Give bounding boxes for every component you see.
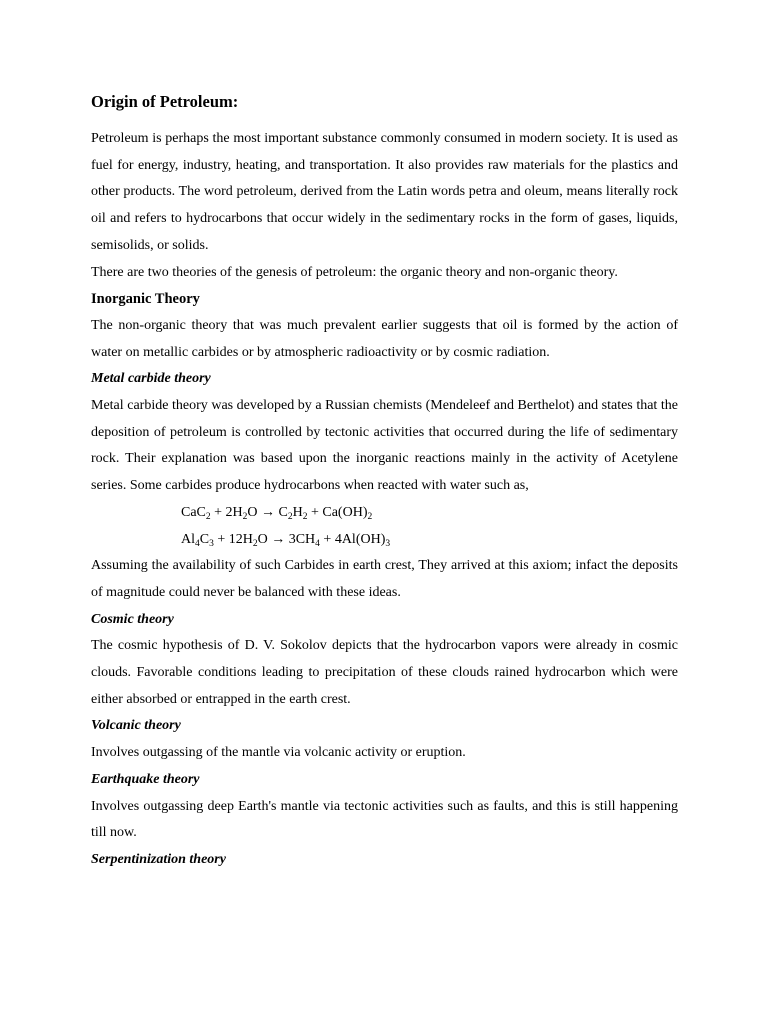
- equation-calcium-carbide: $CaC_2 + 2H_2O \to C_2H_2 + Ca(OH)_2$: [181, 504, 373, 522]
- document-body: [91, 126, 678, 874]
- paragraph-carbide-assumption: Assuming the availability of such Carbides in earth crest, They arrived at this axiom; infact the deposits of magnitude could never be balanced with these ideas.: [91, 558, 678, 600]
- page-title: Origin of Petroleum:: [91, 92, 239, 111]
- heading-serpentinization-theory: Serpentinization theory: [91, 851, 226, 867]
- paragraph-cosmic: The cosmic hypothesis of D. V. Sokolov depicts that the hydrocarbon vapors were already in cosmic clouds. Favorable conditions leading to precipitation of these clouds rained hydrocarbon which were either absorbed or entrapped in the earth crest.: [91, 638, 678, 707]
- heading-earthquake-theory: Earthquake theory: [91, 771, 200, 787]
- paragraph-earthquake: Involves outgassing deep Earth's mantle via tectonic activities such as faults, and this is still happening till now.: [91, 798, 678, 841]
- paragraph-intro: Petroleum is perhaps the most important substance commonly consumed in modern society. It is used as fuel for energy, industry, heating, and transportation. It also provides raw materials for the plastics and other products. The word petroleum, derived from the Latin words petra and oleum, means literally rock oil and refers to hydrocarbons that occur widely in the sedimentary rocks in the form of gases, liquids, semisolids, or solids.: [91, 131, 678, 253]
- heading-inorganic-theory: Inorganic Theory: [91, 291, 200, 308]
- heading-metal-carbide-theory: Metal carbide theory: [91, 371, 211, 387]
- paragraph-inorganic: The non-organic theory that was much prevalent earlier suggests that oil is formed by the action of water on metallic carbides or by atmospheric radioactivity or by cosmic radiation.: [91, 317, 678, 360]
- paragraph-volcanic: Involves outgassing of the mantle via volcanic activity or eruption.: [91, 745, 466, 761]
- paragraph-metal-carbide: Metal carbide theory was developed by a Russian chemists (Mendeleef and Berthelot) and states that the deposition of petroleum is controlled by tectonic activities that occurred during the life of sedimentary rock. Their explanation was based upon the inorganic reactions mainly in the activity of Acetylene series. Some carbides produce hydrocarbons when reacted with water such as,: [91, 398, 678, 494]
- equation-aluminium-carbide: $Al_4C_3 + 12H_2O \to 3CH_4 + 4Al(OH)_3$: [181, 531, 391, 549]
- heading-cosmic-theory: Cosmic theory: [91, 611, 174, 627]
- paragraph-theories: There are two theories of the genesis of petroleum: the organic theory and non-organic theory.: [91, 264, 618, 280]
- heading-volcanic-theory: Volcanic theory: [91, 718, 181, 734]
